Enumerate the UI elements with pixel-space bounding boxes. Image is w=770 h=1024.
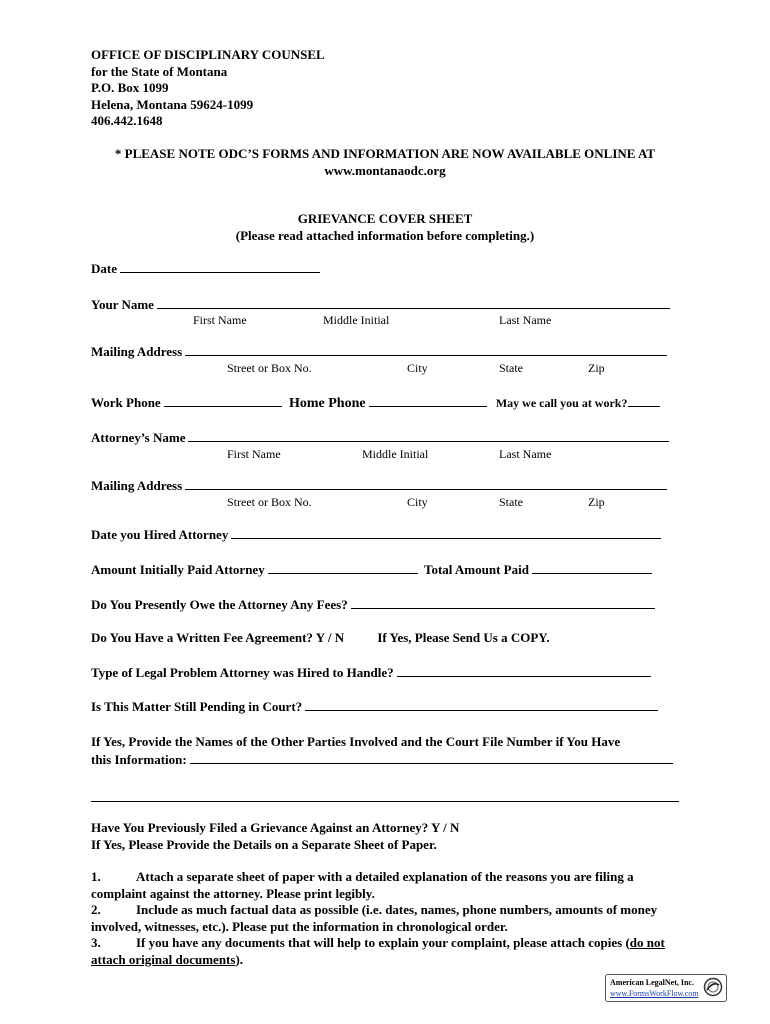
your-name-row bbox=[91, 296, 670, 314]
attorney-mailing-address-label: Mailing Address bbox=[91, 478, 183, 493]
attorney-first-name-caption: First Name bbox=[227, 447, 281, 461]
other-parties-row bbox=[91, 733, 620, 751]
instruction-item: 1. Attach a separate sheet of paper with a detailed explanation of the reasons you are filing a complaint against the attorney. Please print legibly. bbox=[91, 869, 634, 901]
other-parties-label: If Yes, Provide the Names of the Other Parties Involved and the Court File Number if You Have bbox=[91, 734, 621, 749]
legal-problem-field[interactable] bbox=[397, 664, 651, 677]
work-phone-field[interactable] bbox=[164, 394, 282, 407]
instruction-item: 3. If you have any documents that will help to explain your complaint, please attach copies (do not attach original documents). bbox=[91, 935, 665, 967]
attorney-city-caption: City bbox=[407, 495, 428, 509]
date-label: Date bbox=[91, 261, 117, 276]
written-fee-row bbox=[91, 629, 550, 647]
first-name-caption: First Name bbox=[193, 313, 247, 327]
attorney-name-row bbox=[91, 429, 669, 447]
home-phone-field[interactable] bbox=[369, 394, 487, 407]
office-city: Helena, Montana 59624-1099 bbox=[91, 96, 254, 112]
legal-problem-row bbox=[91, 664, 651, 682]
amount-row bbox=[91, 561, 652, 579]
owe-fees-field[interactable] bbox=[351, 596, 655, 609]
previous-grievance-row bbox=[91, 819, 459, 837]
home-phone-label: Home Phone bbox=[288, 396, 366, 411]
notice-url[interactable]: www.montanaodc.org bbox=[324, 163, 446, 178]
date-hired-label: Date you Hired Attorney bbox=[91, 527, 229, 542]
legal-problem-label: Type of Legal Problem Attorney was Hired to Handle? bbox=[91, 665, 394, 680]
instruction-item: 2. Include as much factual data as possible (i.e. dates, names, phone numbers, amounts of money involved, witnesses, etc.). Please put the information in chronological order. bbox=[91, 902, 658, 934]
call-at-work-field[interactable] bbox=[628, 394, 660, 407]
phone-row bbox=[91, 394, 660, 412]
total-amount-paid-field[interactable] bbox=[532, 561, 652, 574]
office-state: for the State of Montana bbox=[91, 63, 228, 79]
pending-field[interactable] bbox=[305, 698, 658, 711]
office-name: OFFICE OF DISCIPLINARY COUNSEL bbox=[91, 47, 325, 62]
mailing-address-field[interactable] bbox=[185, 343, 667, 356]
other-parties-label-2: this Information: bbox=[91, 752, 187, 767]
attorney-last-name-caption: Last Name bbox=[499, 447, 552, 461]
total-amount-paid-label: Total Amount Paid bbox=[423, 562, 529, 577]
owe-fees-label: Do You Presently Owe the Attorney Any Fees? bbox=[91, 597, 348, 612]
page-subtitle: (Please read attached information before completing.) bbox=[235, 228, 535, 243]
zip-caption: Zip bbox=[588, 361, 605, 375]
attorney-state-caption: State bbox=[499, 495, 523, 509]
written-fee-label[interactable]: Do You Have a Written Fee Agreement? Y / N bbox=[91, 630, 345, 645]
date-hired-field[interactable] bbox=[231, 526, 661, 539]
previous-details-row bbox=[91, 836, 437, 854]
date-row bbox=[91, 260, 320, 278]
owe-fees-row bbox=[91, 596, 655, 614]
mailing-address-row bbox=[91, 343, 667, 361]
attorney-street-caption: Street or Box No. bbox=[227, 495, 312, 509]
form-title bbox=[60, 210, 710, 244]
attorney-name-label: Attorney’s Name bbox=[91, 430, 186, 445]
date-field[interactable] bbox=[120, 260, 320, 273]
street-caption: Street or Box No. bbox=[227, 361, 312, 375]
previous-grievance-label[interactable]: Have You Previously Filed a Grievance Against an Attorney? Y / N bbox=[91, 820, 460, 835]
amount-initially-paid-field[interactable] bbox=[268, 561, 418, 574]
previous-details-label: If Yes, Please Provide the Details on a Separate Sheet of Paper. bbox=[91, 837, 437, 852]
office-header bbox=[91, 47, 325, 130]
call-at-work-label: May we call you at work? bbox=[495, 396, 628, 410]
page-title: GRIEVANCE COVER SHEET bbox=[297, 211, 473, 226]
send-copy-label: If Yes, Please Send Us a COPY. bbox=[377, 630, 550, 645]
your-name-field[interactable] bbox=[157, 296, 670, 309]
attorney-mailing-address-field[interactable] bbox=[185, 477, 667, 490]
other-parties-field[interactable] bbox=[190, 751, 673, 764]
date-hired-row bbox=[91, 526, 661, 544]
logo-brand: American LegalNet, Inc. bbox=[610, 978, 694, 987]
work-phone-label: Work Phone bbox=[91, 395, 161, 410]
city-caption: City bbox=[407, 361, 428, 375]
logo-url[interactable]: www.FormsWorkFlow.com bbox=[610, 989, 699, 998]
globe-icon bbox=[703, 977, 723, 997]
mailing-address-label: Mailing Address bbox=[91, 344, 183, 359]
attorney-mailing-address-row bbox=[91, 477, 667, 495]
last-name-caption: Last Name bbox=[499, 313, 552, 327]
pending-label: Is This Matter Still Pending in Court? bbox=[91, 699, 303, 714]
instructions-list bbox=[91, 869, 691, 968]
office-po-box: P.O. Box 1099 bbox=[91, 80, 169, 95]
state-caption: State bbox=[499, 361, 523, 375]
notice-text: * PLEASE NOTE ODC’S FORMS AND INFORMATION ARE NOW AVAILABLE ONLINE AT bbox=[114, 146, 656, 161]
your-name-label: Your Name bbox=[91, 297, 154, 312]
attorney-name-field[interactable] bbox=[188, 429, 669, 442]
online-notice bbox=[60, 145, 710, 179]
americanlegalnet-logo bbox=[605, 974, 727, 1002]
office-phone: 406.442.1648 bbox=[91, 113, 163, 128]
middle-initial-caption: Middle Initial bbox=[323, 313, 390, 327]
attorney-zip-caption: Zip bbox=[588, 495, 605, 509]
other-parties-row-2 bbox=[91, 751, 673, 769]
attorney-middle-initial-caption: Middle Initial bbox=[362, 447, 429, 461]
other-parties-extra-line[interactable] bbox=[91, 801, 679, 802]
amount-initially-paid-label: Amount Initially Paid Attorney bbox=[91, 562, 265, 577]
pending-row bbox=[91, 698, 658, 716]
